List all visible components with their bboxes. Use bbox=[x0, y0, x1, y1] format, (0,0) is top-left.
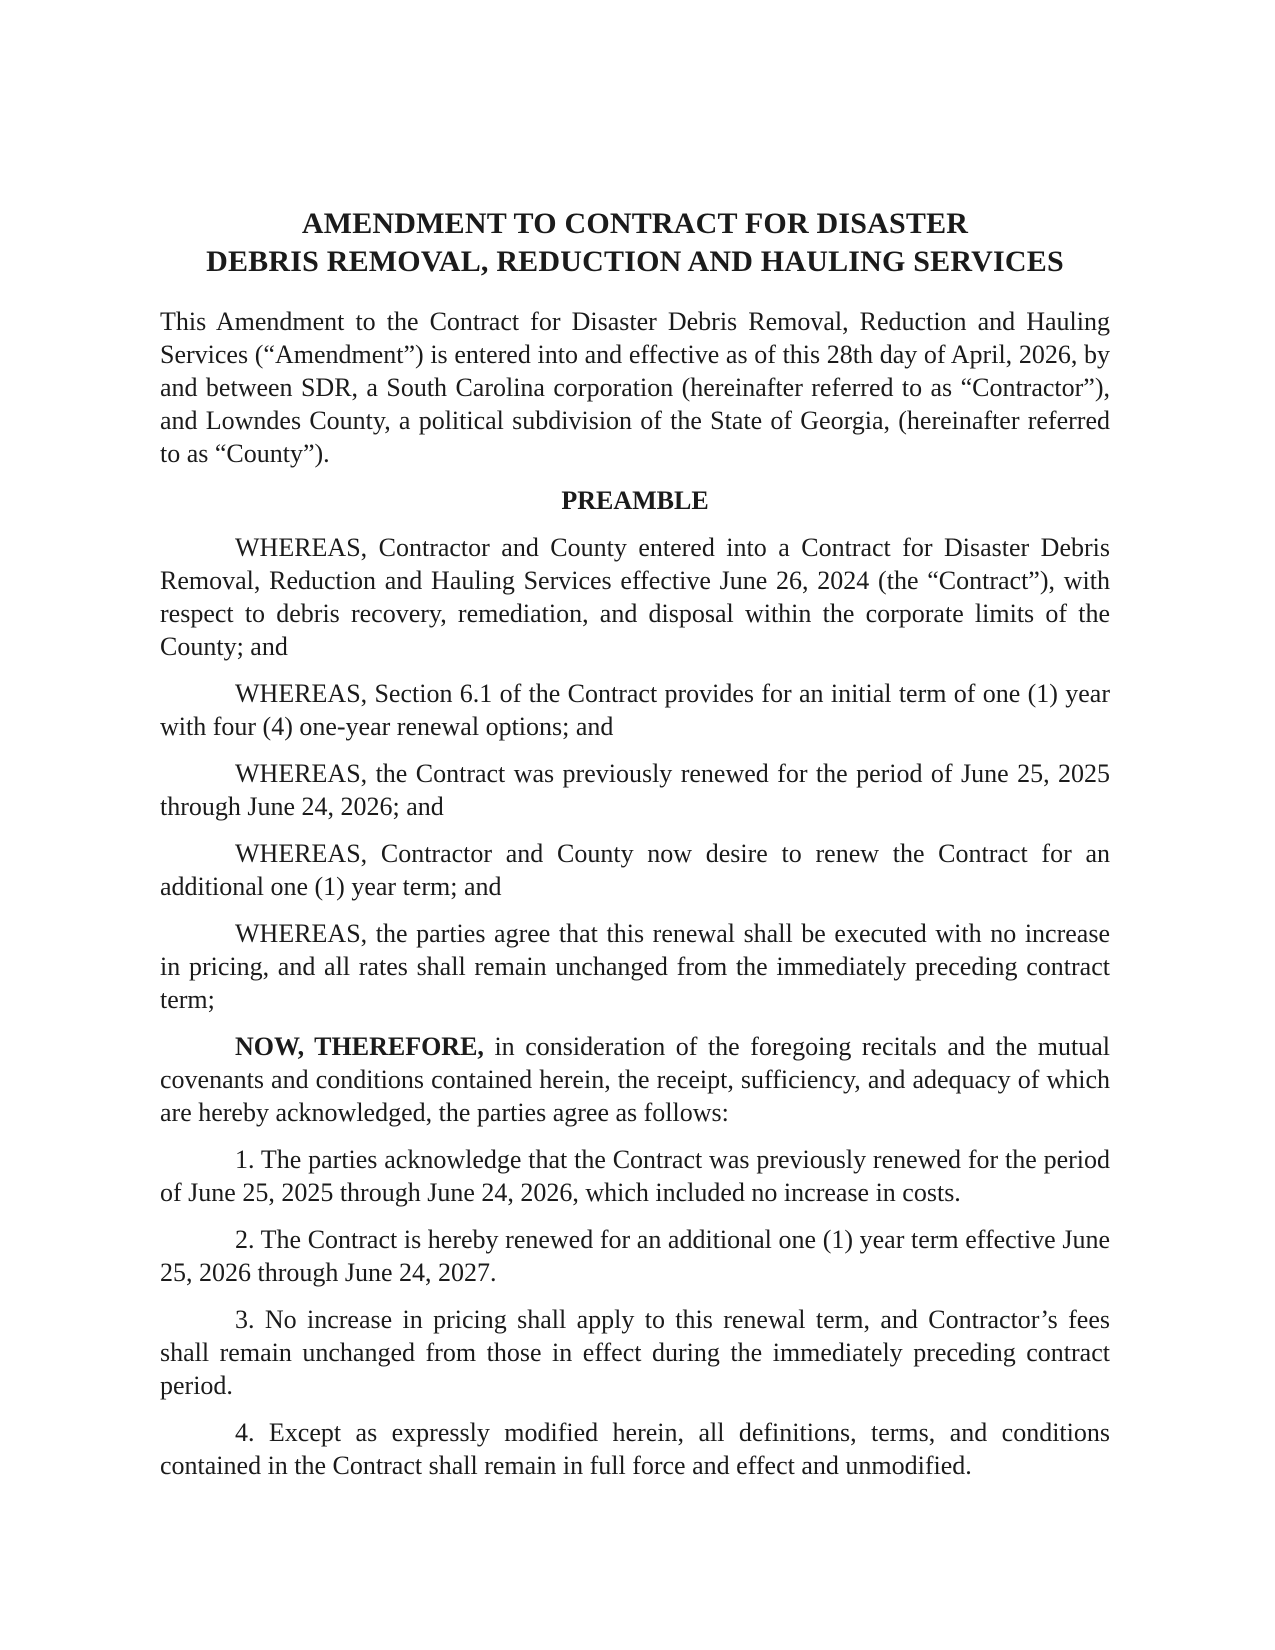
whereas-paragraph-1: WHEREAS, Contractor and County entered into a Contract for Disaster Debris Removal, Reduction and Hauling Services effective June 26, 2024 (the “Contract”), with respect to debris recovery, remediation, and disposal within the corporate limits of the County; and bbox=[160, 533, 1110, 661]
whereas-paragraph-2: WHEREAS, Section 6.1 of the Contract provides for an initial term of one (1) year with four (4) one-year renewal options; and bbox=[160, 679, 1110, 741]
whereas-paragraph-4: WHEREAS, Contractor and County now desire to renew the Contract for an additional one (1) year term; and bbox=[160, 839, 1110, 901]
numbered-item-2: 2. The Contract is hereby renewed for an additional one (1) year term effective June 25, 2026 through June 24, 2027. bbox=[160, 1225, 1110, 1287]
intro-paragraph: This Amendment to the Contract for Disaster Debris Removal, Reduction and Hauling Services (“Amendment”) is entered into and effective as of this 28th day of April, 2026, by and between SDR, a South Carolina corporation (hereinafter referred to as “Contractor”), and Lowndes County, a political subdivision of the State of Georgia, (hereinafter referred to as “County”). bbox=[160, 307, 1110, 468]
numbered-item-1: 1. The parties acknowledge that the Contract was previously renewed for the period of June 25, 2025 through June 24, 2026, which included no increase in costs. bbox=[160, 1145, 1110, 1207]
now-therefore-paragraph bbox=[160, 1030, 1110, 1129]
document-title bbox=[160, 205, 1110, 281]
whereas-paragraph-5: WHEREAS, the parties agree that this renewal shall be executed with no increase in pricing, and all rates shall remain unchanged from the immediately preceding contract term; bbox=[160, 919, 1110, 1014]
document-title-line-2: DEBRIS REMOVAL, REDUCTION AND HAULING SERVICES bbox=[206, 245, 1064, 278]
document-title-line-1: AMENDMENT TO CONTRACT FOR DISASTER bbox=[301, 207, 969, 240]
now-therefore-lead: NOW, THEREFORE, bbox=[235, 1032, 484, 1061]
now-therefore-body: in consideration of the foregoing recitals and the mutual covenants and conditions contained herein, the receipt, sufficiency, and adequacy of which are hereby acknowledged, the parties agree as follows: bbox=[160, 1032, 1110, 1127]
numbered-item-4: 4. Except as expressly modified herein, all definitions, terms, and conditions contained in the Contract shall remain in full force and effect and unmodified. bbox=[160, 1418, 1110, 1480]
numbered-item-3: 3. No increase in pricing shall apply to this renewal term, and Contractor’s fees shall remain unchanged from those in effect during the immediately preceding contract period. bbox=[160, 1305, 1110, 1400]
whereas-paragraph-3: WHEREAS, the Contract was previously renewed for the period of June 25, 2025 through June 24, 2026; and bbox=[160, 759, 1110, 821]
preamble-heading: PREAMBLE bbox=[561, 486, 709, 515]
